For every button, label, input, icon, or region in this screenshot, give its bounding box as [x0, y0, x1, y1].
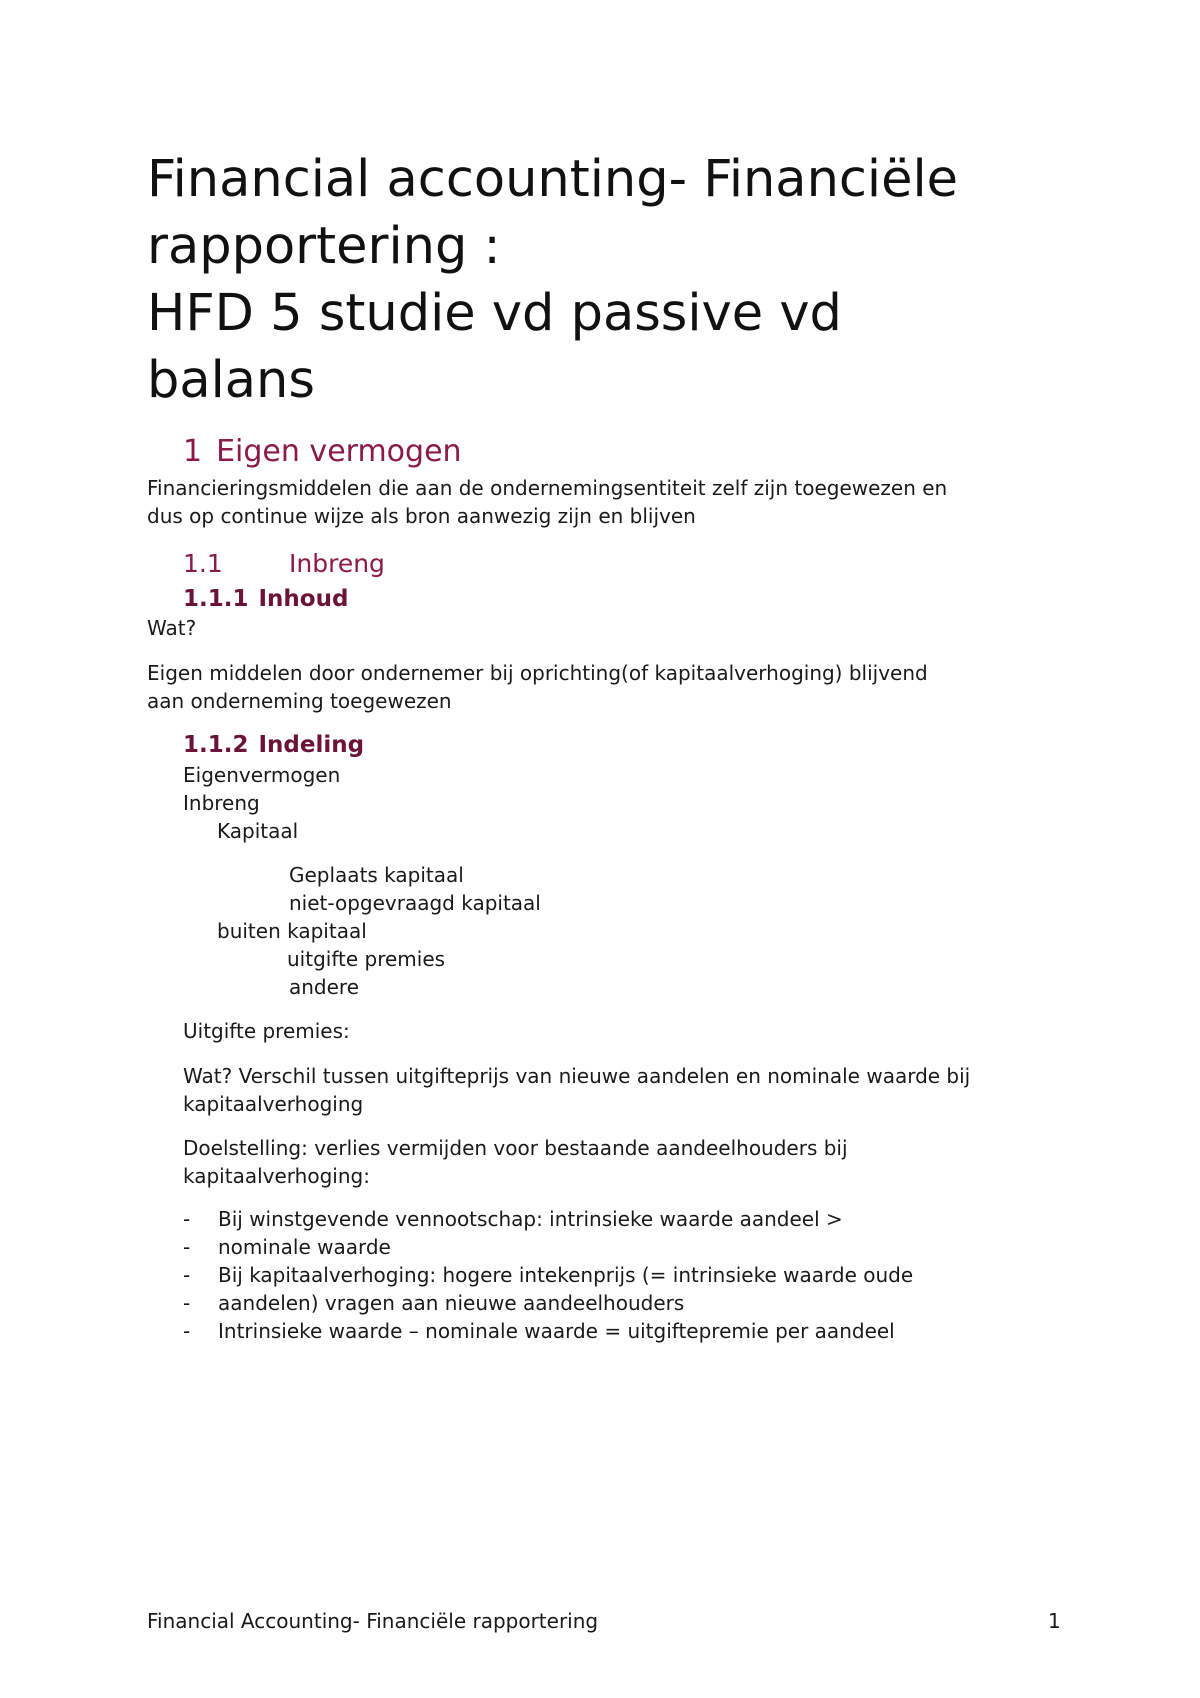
tree-item-kapitaal: Kapitaal: [217, 819, 299, 843]
heading-indeling: [183, 730, 364, 760]
tree-item-niet-opgevraagd-kapitaal: niet-opgevraagd kapitaal: [289, 891, 541, 915]
doelstelling-text-line-1: Doelstelling: verlies vermijden voor bestaande aandeelhouders bij: [183, 1136, 848, 1160]
tree-item-uitgifte-premies: uitgifte premies: [287, 947, 446, 971]
heading-inhoud: [183, 584, 348, 614]
tree-item-andere: andere: [289, 975, 360, 999]
doelstelling-bullet-list: [183, 1205, 913, 1345]
list-item-text: Bij winstgevende vennootschap: intrinsieke waarde aandeel >: [218, 1207, 843, 1231]
heading-number: 1: [183, 434, 203, 469]
uitgifte-premies-label: Uitgifte premies:: [183, 1019, 350, 1043]
heading-text: Inhoud: [258, 586, 349, 612]
wat-text-line-1: Wat? Verschil tussen uitgifteprijs van nieuwe aandelen en nominale waarde bij: [183, 1064, 971, 1088]
inhoud-text-line-1: Eigen middelen door ondernemer bij oprichting(of kapitaalverhoging) blijvend: [147, 661, 928, 685]
list-item-text: Intrinsieke waarde – nominale waarde = uitgiftepremie per aandeel: [218, 1319, 895, 1343]
bullet-marker: -: [183, 1235, 191, 1259]
heading-text: Eigen vermogen: [216, 434, 462, 469]
heading-number: 1.1: [183, 549, 223, 578]
document-title: [147, 146, 1107, 414]
doelstelling-text-line-2: kapitaalverhoging:: [183, 1164, 370, 1188]
footer-page-number: 1: [1048, 1609, 1061, 1633]
list-item-text: Bij kapitaalverhoging: hogere intekenprijs (= intrinsieke waarde oude: [218, 1263, 914, 1287]
heading-inbreng: [183, 548, 385, 580]
heading-text: Indeling: [258, 732, 365, 758]
footer-title: Financial Accounting- Financiële rapportering: [147, 1609, 599, 1633]
list-item: [183, 1289, 913, 1317]
section1-text-line-1: Financieringsmiddelen die aan de ondernemingsentiteit zelf zijn toegewezen en: [147, 476, 948, 500]
list-item-text: nominale waarde: [218, 1235, 391, 1259]
list-item: [183, 1317, 913, 1345]
tree-item-eigenvermogen: Eigenvermogen: [183, 763, 341, 787]
list-item: [183, 1233, 913, 1261]
title-line-4: balans: [147, 351, 315, 410]
title-line-3: HFD 5 studie vd passive vd: [147, 284, 842, 343]
list-item: [183, 1261, 913, 1289]
inhoud-question: Wat?: [147, 616, 197, 640]
tree-item-geplaats-kapitaal: Geplaats kapitaal: [289, 863, 464, 887]
heading-eigen-vermogen: [183, 432, 462, 472]
title-line-2: rapportering :: [147, 217, 501, 276]
heading-number: 1.1.1: [183, 586, 249, 612]
inhoud-text-line-2: aan onderneming toegewezen: [147, 689, 452, 713]
heading-number: 1.1.2: [183, 732, 249, 758]
bullet-marker: -: [183, 1207, 191, 1231]
heading-text: Inbreng: [289, 549, 385, 578]
bullet-marker: -: [183, 1319, 191, 1343]
bullet-marker: -: [183, 1263, 191, 1287]
list-item-text: aandelen) vragen aan nieuwe aandeelhouders: [218, 1291, 685, 1315]
tree-item-buiten-kapitaal: buiten kapitaal: [217, 919, 367, 943]
bullet-marker: -: [183, 1291, 191, 1315]
wat-text-line-2: kapitaalverhoging: [183, 1092, 364, 1116]
list-item: [183, 1205, 913, 1233]
section1-text-line-2: dus op continue wijze als bron aanwezig zijn en blijven: [147, 504, 696, 528]
title-line-1: Financial accounting- Financiële: [147, 150, 959, 209]
tree-item-inbreng: Inbreng: [183, 791, 260, 815]
